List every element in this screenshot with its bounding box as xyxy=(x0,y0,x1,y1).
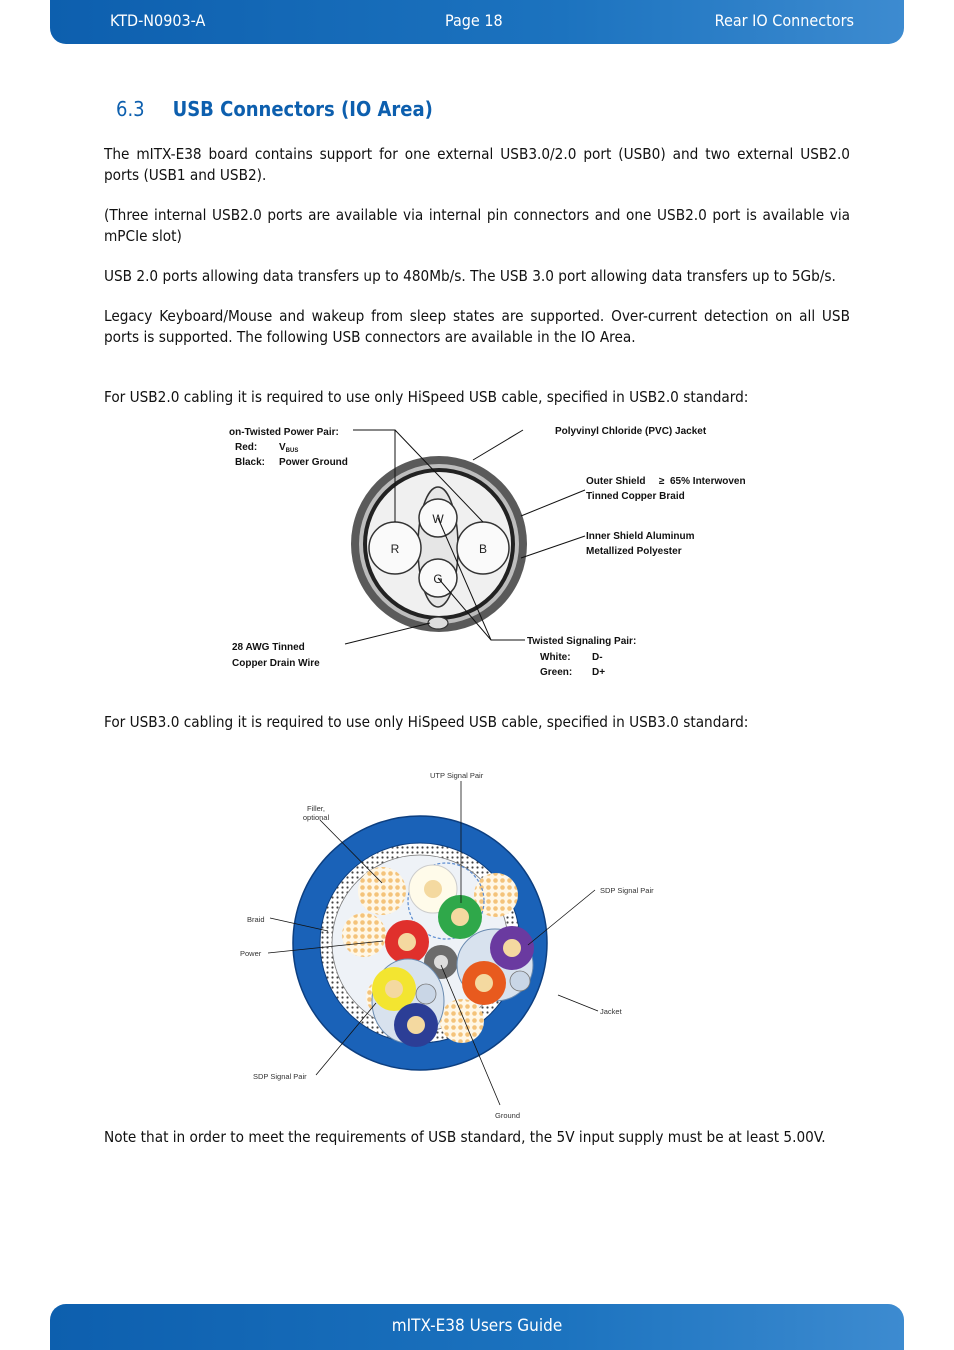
utp-green-core xyxy=(451,908,469,926)
drain-wire-material: Copper Drain Wire xyxy=(232,658,320,669)
filler-4 xyxy=(440,999,484,1043)
green-value: D+ xyxy=(592,667,606,678)
red-label: Red: xyxy=(235,442,258,453)
inner-shield-label: Inner Shield Aluminum xyxy=(586,531,695,542)
outer-shield-ge: ≥ xyxy=(659,476,665,487)
green-label: Green: xyxy=(540,667,573,678)
sdp-left-blue-core xyxy=(407,1016,425,1034)
ground-core xyxy=(434,955,448,969)
sdp-left-yellow-core xyxy=(385,980,403,998)
jacket-label: Jacket xyxy=(600,1007,622,1016)
drain-wire xyxy=(428,617,448,629)
section-title: USB Connectors (IO Area) xyxy=(172,97,433,121)
section-heading xyxy=(116,97,433,121)
filler-optional-label: optional xyxy=(302,813,330,822)
outer-shield-label: Outer Shield xyxy=(586,476,646,487)
jacket-label: Polyvinyl Chloride (PVC) Jacket xyxy=(555,426,707,437)
page-footer xyxy=(50,1304,904,1350)
utp-label: UTP Signal Pair xyxy=(430,771,484,780)
sdp-right-orange-core xyxy=(475,974,493,992)
filler-2 xyxy=(342,913,386,957)
braid-label: Braid xyxy=(247,915,265,924)
sdp-left-drain xyxy=(416,984,436,1004)
page-number: Page 18 xyxy=(445,11,503,30)
utp-white-core xyxy=(424,880,442,898)
filler-1 xyxy=(358,867,406,915)
usb3-cable-diagram xyxy=(240,765,670,1125)
paragraph-data-rates: USB 2.0 ports allowing data transfers up to 480Mb/s. The USB 3.0 port allowing data transfers up to 5Gb/s. xyxy=(104,267,836,285)
black-label: Black: xyxy=(235,457,266,468)
sdp-right-purple-core xyxy=(503,939,521,957)
red-value: $V_{BUS}$ xyxy=(279,442,299,454)
inner-shield-material: Metallized Polyester xyxy=(586,546,682,557)
power-pair-title: on-Twisted Power Pair: xyxy=(229,427,339,438)
paragraph-internal-ports: (Three internal USB2.0 ports are available via internal pin connectors and one USB2.0 port is available via mPCIe slot) xyxy=(104,206,850,245)
usb2-cable-diagram xyxy=(225,420,765,685)
page-header xyxy=(50,0,904,44)
chapter-title: Rear IO Connectors xyxy=(714,11,854,30)
wire-g-label: G xyxy=(433,572,443,586)
wire-w-label: W xyxy=(432,512,444,526)
sdp-right-label: SDP Signal Pair xyxy=(600,886,654,895)
signal-pair-title: Twisted Signaling Pair: xyxy=(527,636,637,647)
section-number: 6.3 xyxy=(116,97,145,121)
wire-b-label: B xyxy=(478,542,488,556)
paragraph-supply-note: Note that in order to meet the requirements of USB standard, the 5V input supply must be at least 5.00V. xyxy=(104,1128,826,1146)
ground-label: Ground xyxy=(495,1111,521,1120)
sdp-left-label: SDP Signal Pair xyxy=(253,1072,307,1081)
filler-label: Filler, xyxy=(307,804,325,813)
black-value: Power Ground xyxy=(279,457,348,468)
drain-wire-label: 28 AWG Tinned xyxy=(232,642,305,653)
outer-shield-percent: 65% Interwoven xyxy=(670,476,746,487)
white-value: D- xyxy=(592,652,603,663)
paragraph-legacy-support: Legacy Keyboard/Mouse and wakeup from sleep states are supported. Over-current detection on all USB ports is supported. The following USB connectors are available in the IO Area. xyxy=(104,307,850,346)
power-red-core xyxy=(398,933,416,951)
outer-shield-braid: Tinned Copper Braid xyxy=(586,491,685,502)
footer-title: mITX-E38 Users Guide xyxy=(391,1316,563,1336)
power-label: Power xyxy=(240,949,262,958)
paragraph-usb3-cabling: For USB3.0 cabling it is required to use only HiSpeed USB cable, specified in USB3.0 standard: xyxy=(104,713,749,731)
wire-r-label: R xyxy=(390,542,400,556)
paragraph-usb-ports: The mITX-E38 board contains support for one external USB3.0/2.0 port (USB0) and two external USB2.0 ports (USB1 and USB2). xyxy=(104,145,850,184)
sdp-right-drain xyxy=(510,971,530,991)
paragraph-usb2-cabling: For USB2.0 cabling it is required to use only HiSpeed USB cable, specified in USB2.0 standard: xyxy=(104,388,749,406)
white-label: White: xyxy=(540,652,571,663)
document-id: KTD-N0903-A xyxy=(110,11,206,30)
